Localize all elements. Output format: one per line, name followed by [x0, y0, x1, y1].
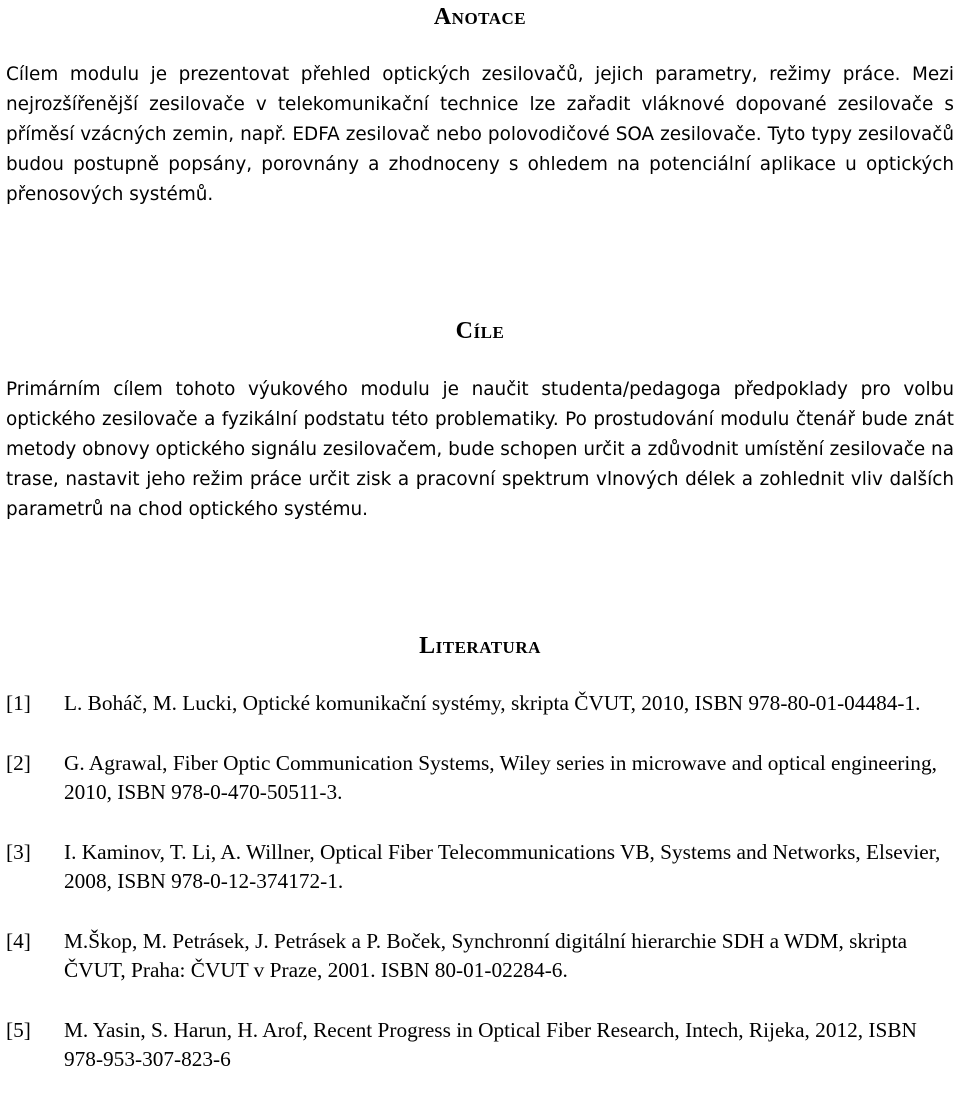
reference-text: M. Yasin, S. Harun, H. Arof, Recent Progress in Optical Fiber Research, Intech, Rijeka, 2012, ISBN 978-953-307-823-6: [64, 1018, 917, 1071]
reference-number: [4]: [6, 929, 31, 953]
reference-text: L. Boháč, M. Lucki, Optické komunikační systémy, skripta ČVUT, 2010, ISBN 978-80-01-04484-1.: [64, 691, 921, 715]
reference-text: M.Škop, M. Petrásek, J. Petrásek a P. Boček, Synchronní digitální hierarchie SDH a WDM, skripta ČVUT, Praha: ČVUT v Praze, 2001. ISBN 80-01-02284-6.: [64, 929, 908, 982]
anotace-paragraph: Cílem modulu je prezentovat přehled optických zesilovačů, jejich parametry, režimy práce. Mezi nejrozšířenější zesilovače v telekomunikační technice lze zařadit vláknové dopované zesilovače s příměsí vzácných zemin, např. EDFA zesilovač nebo polovodičové SOA zesilovače. Tyto typy zesilovačů budou postupně popsány, porovnány a zhodnoceny s ohledem na potenciální aplikace u optických přenosových systémů.: [6, 64, 954, 205]
reference-item: [6, 927, 946, 985]
reference-item: [6, 749, 946, 807]
reference-number: [1]: [6, 691, 31, 715]
reference-item: [6, 1016, 946, 1074]
reference-item: [6, 838, 946, 896]
cile-paragraph: Primárním cílem tohoto výukového modulu je naučit studenta/pedagoga předpoklady pro volbu optického zesilovače a fyzikální podstatu této problematiky. Po prostudování modulu čtenář bude znát metody obnovy optického signálu zesilovačem, bude schopen určit a zdůvodnit umístění zesilovače na trase, nastavit jeho režim práce určit zisk a pracovní spektrum vlnových délek a zohlednit vliv dalších parametrů na chod optického systému.: [6, 379, 954, 520]
reference-text: G. Agrawal, Fiber Optic Communication Systems, Wiley series in microwave and optical engineering, 2010, ISBN 978-0-470-50511-3.: [64, 751, 937, 804]
cile-heading: Cíle: [455, 318, 505, 344]
reference-text: I. Kaminov, T. Li, A. Willner, Optical Fiber Telecommunications VB, Systems and Networks, Elsevier, 2008, ISBN 978-0-12-374172-1.: [64, 840, 941, 893]
literatura-heading: Literatura: [419, 633, 541, 659]
anotace-heading: Anotace: [433, 4, 527, 30]
reference-number: [2]: [6, 751, 31, 775]
reference-number: [3]: [6, 840, 31, 864]
reference-list: [6, 689, 946, 1105]
reference-item: [6, 689, 946, 718]
reference-number: [5]: [6, 1018, 31, 1042]
